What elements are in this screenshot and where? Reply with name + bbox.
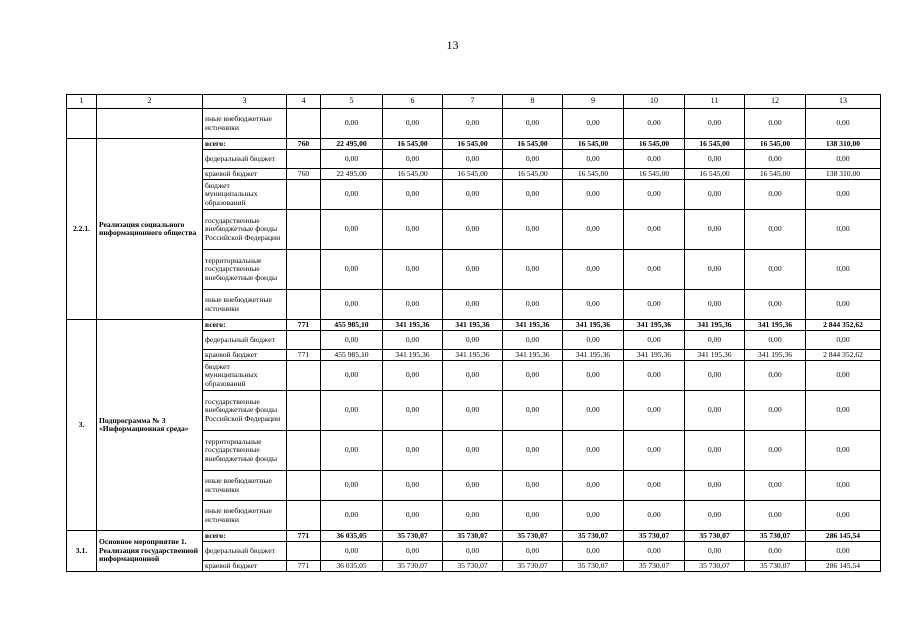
table-row — [67, 320, 881, 331]
value-cell: 22 495,00 — [321, 169, 383, 180]
value-cell: 0,00 — [503, 501, 563, 531]
value-cell: 0,00 — [563, 210, 624, 250]
value-cell: 0,00 — [443, 331, 503, 350]
value-cell: 0,00 — [685, 542, 745, 561]
value-cell: 0,00 — [383, 150, 443, 169]
value-cell: 286 145,54 — [806, 561, 881, 572]
value-cell: 0,00 — [563, 542, 624, 561]
value-cell: 0,00 — [745, 180, 806, 210]
funding-source: краевой бюджет — [203, 169, 287, 180]
value-cell: 0,00 — [563, 471, 624, 501]
funding-source: иные внебюджетные источники — [203, 290, 287, 320]
header-cell: 8 — [503, 95, 563, 109]
value-cell: 0,00 — [503, 180, 563, 210]
value-cell: 0,00 — [563, 290, 624, 320]
value-cell: 35 730,07 — [745, 561, 806, 572]
funding-source: государственные внебюджетные фонды Российской Федерации — [203, 391, 287, 431]
value-cell: 0,00 — [745, 431, 806, 471]
value-cell: 0,00 — [624, 250, 685, 290]
value-cell: 0,00 — [321, 391, 383, 431]
value-cell: 35 730,07 — [563, 561, 624, 572]
funding-source: территориальные государственные внебюджетные фонды — [203, 250, 287, 290]
row-code: 2.2.1. — [67, 139, 97, 320]
value-cell: 0,00 — [624, 180, 685, 210]
value-cell: 0,00 — [443, 109, 503, 139]
funding-source: бюджет муниципальных образований — [203, 180, 287, 210]
value-cell: 0,00 — [685, 501, 745, 531]
value-cell: 0,00 — [383, 180, 443, 210]
table-row — [67, 139, 881, 150]
funding-source: всего: — [203, 139, 287, 150]
value-cell: 35 730,07 — [624, 561, 685, 572]
value-cell: 0,00 — [806, 361, 881, 391]
value-cell: 0,00 — [685, 471, 745, 501]
value-cell: 0,00 — [383, 361, 443, 391]
budget-code — [287, 210, 321, 250]
budget-code — [287, 331, 321, 350]
value-cell: 0,00 — [503, 471, 563, 501]
value-cell: 0,00 — [685, 150, 745, 169]
value-cell: 35 730,07 — [563, 531, 624, 542]
value-cell: 16 545,00 — [745, 169, 806, 180]
budget-code — [287, 542, 321, 561]
value-cell: 341 195,36 — [563, 320, 624, 331]
value-cell: 0,00 — [685, 250, 745, 290]
funding-source: государственные внебюджетные фонды Российской Федерации — [203, 210, 287, 250]
value-cell: 0,00 — [806, 210, 881, 250]
budget-code: 771 — [287, 320, 321, 331]
value-cell: 0,00 — [563, 331, 624, 350]
value-cell: 0,00 — [383, 542, 443, 561]
value-cell: 16 545,00 — [443, 139, 503, 150]
value-cell: 0,00 — [321, 210, 383, 250]
value-cell: 455 985,10 — [321, 350, 383, 361]
value-cell: 0,00 — [503, 109, 563, 139]
value-cell: 0,00 — [443, 180, 503, 210]
funding-source: федеральный бюджет — [203, 331, 287, 350]
value-cell: 341 195,36 — [624, 350, 685, 361]
value-cell: 0,00 — [624, 431, 685, 471]
value-cell: 0,00 — [624, 150, 685, 169]
value-cell: 16 545,00 — [383, 139, 443, 150]
header-cell: 6 — [383, 95, 443, 109]
value-cell: 0,00 — [321, 109, 383, 139]
table-row — [67, 109, 881, 139]
value-cell: 0,00 — [806, 471, 881, 501]
value-cell: 0,00 — [563, 180, 624, 210]
budget-code — [287, 290, 321, 320]
value-cell: 0,00 — [503, 391, 563, 431]
value-cell: 0,00 — [321, 290, 383, 320]
value-cell: 0,00 — [745, 501, 806, 531]
budget-code: 771 — [287, 561, 321, 572]
value-cell: 0,00 — [806, 501, 881, 531]
value-cell: 0,00 — [806, 542, 881, 561]
value-cell: 0,00 — [563, 250, 624, 290]
value-cell: 0,00 — [563, 150, 624, 169]
value-cell: 35 730,07 — [443, 561, 503, 572]
value-cell: 0,00 — [806, 109, 881, 139]
funding-source: всего: — [203, 531, 287, 542]
value-cell: 138 310,00 — [806, 139, 881, 150]
header-cell: 3 — [203, 95, 287, 109]
value-cell: 0,00 — [503, 431, 563, 471]
value-cell: 16 545,00 — [443, 169, 503, 180]
value-cell: 0,00 — [624, 109, 685, 139]
header-cell: 9 — [563, 95, 624, 109]
header-cell: 7 — [443, 95, 503, 109]
value-cell: 0,00 — [321, 150, 383, 169]
value-cell: 341 195,36 — [745, 350, 806, 361]
value-cell: 0,00 — [383, 331, 443, 350]
value-cell: 16 545,00 — [624, 139, 685, 150]
row-name: Реализация социального информационного общества — [97, 139, 203, 320]
value-cell: 0,00 — [685, 109, 745, 139]
value-cell: 341 195,36 — [685, 350, 745, 361]
value-cell: 0,00 — [443, 210, 503, 250]
value-cell: 0,00 — [503, 331, 563, 350]
value-cell: 2 844 352,62 — [806, 320, 881, 331]
value-cell: 0,00 — [685, 180, 745, 210]
budget-code — [287, 250, 321, 290]
header-row — [67, 95, 881, 109]
value-cell: 455 985,10 — [321, 320, 383, 331]
value-cell: 0,00 — [383, 501, 443, 531]
value-cell: 0,00 — [383, 250, 443, 290]
budget-code — [287, 431, 321, 471]
value-cell: 35 730,07 — [624, 531, 685, 542]
header-cell: 2 — [97, 95, 203, 109]
value-cell: 0,00 — [443, 431, 503, 471]
value-cell: 35 730,07 — [443, 531, 503, 542]
value-cell: 16 545,00 — [685, 169, 745, 180]
budget-code — [287, 501, 321, 531]
budget-code: 760 — [287, 139, 321, 150]
value-cell: 341 195,36 — [383, 320, 443, 331]
value-cell: 0,00 — [443, 290, 503, 320]
value-cell: 341 195,36 — [443, 320, 503, 331]
value-cell: 0,00 — [563, 361, 624, 391]
value-cell: 16 545,00 — [685, 139, 745, 150]
value-cell: 0,00 — [321, 501, 383, 531]
value-cell: 0,00 — [503, 361, 563, 391]
budget-code — [287, 391, 321, 431]
funding-source: федеральный бюджет — [203, 542, 287, 561]
value-cell: 0,00 — [563, 391, 624, 431]
value-cell: 16 545,00 — [624, 169, 685, 180]
budget-code — [287, 361, 321, 391]
budget-code — [287, 471, 321, 501]
funding-source: иные внебюджетные источники — [203, 109, 287, 139]
value-cell: 0,00 — [806, 180, 881, 210]
value-cell: 0,00 — [443, 250, 503, 290]
value-cell: 0,00 — [806, 331, 881, 350]
value-cell: 0,00 — [383, 471, 443, 501]
value-cell: 0,00 — [321, 331, 383, 350]
value-cell: 0,00 — [806, 391, 881, 431]
value-cell: 138 310,00 — [806, 169, 881, 180]
value-cell: 16 545,00 — [745, 139, 806, 150]
value-cell: 286 145,54 — [806, 531, 881, 542]
value-cell: 0,00 — [321, 180, 383, 210]
value-cell: 0,00 — [624, 210, 685, 250]
value-cell: 0,00 — [563, 109, 624, 139]
value-cell: 0,00 — [503, 542, 563, 561]
page-number: 13 — [446, 38, 459, 52]
value-cell: 0,00 — [443, 391, 503, 431]
value-cell: 35 730,07 — [503, 561, 563, 572]
budget-code: 771 — [287, 350, 321, 361]
value-cell: 0,00 — [745, 542, 806, 561]
value-cell: 0,00 — [745, 471, 806, 501]
header-cell: 4 — [287, 95, 321, 109]
budget-code — [287, 180, 321, 210]
header-cell: 13 — [806, 95, 881, 109]
value-cell: 0,00 — [806, 290, 881, 320]
value-cell: 0,00 — [503, 290, 563, 320]
value-cell: 0,00 — [321, 361, 383, 391]
header-cell: 11 — [685, 95, 745, 109]
value-cell: 0,00 — [383, 290, 443, 320]
value-cell: 0,00 — [624, 290, 685, 320]
value-cell: 0,00 — [806, 150, 881, 169]
value-cell: 341 195,36 — [503, 320, 563, 331]
value-cell: 0,00 — [745, 109, 806, 139]
value-cell: 16 545,00 — [503, 169, 563, 180]
funding-source: территориальные государственные внебюджетные фонды — [203, 431, 287, 471]
value-cell: 0,00 — [443, 501, 503, 531]
value-cell: 0,00 — [685, 290, 745, 320]
value-cell: 16 545,00 — [383, 169, 443, 180]
value-cell: 36 035,05 — [321, 561, 383, 572]
value-cell: 16 545,00 — [563, 139, 624, 150]
header-cell: 5 — [321, 95, 383, 109]
value-cell: 0,00 — [685, 361, 745, 391]
value-cell: 0,00 — [745, 361, 806, 391]
value-cell: 0,00 — [563, 431, 624, 471]
header-cell: 1 — [67, 95, 97, 109]
header-cell: 12 — [745, 95, 806, 109]
value-cell: 341 195,36 — [443, 350, 503, 361]
row-name: Основное мероприятие 1. Реализация государственной информационной — [97, 531, 203, 572]
value-cell: 0,00 — [745, 331, 806, 350]
value-cell: 0,00 — [503, 210, 563, 250]
value-cell: 0,00 — [624, 361, 685, 391]
funding-source: бюджет муниципальных образований — [203, 361, 287, 391]
value-cell: 16 545,00 — [563, 169, 624, 180]
value-cell: 0,00 — [745, 150, 806, 169]
header-cell: 10 — [624, 95, 685, 109]
value-cell: 0,00 — [383, 210, 443, 250]
value-cell: 0,00 — [806, 431, 881, 471]
row-code: 3. — [67, 320, 97, 531]
value-cell: 36 035,05 — [321, 531, 383, 542]
budget-code — [287, 150, 321, 169]
value-cell: 35 730,07 — [685, 531, 745, 542]
value-cell: 0,00 — [443, 542, 503, 561]
value-cell: 0,00 — [806, 250, 881, 290]
value-cell: 35 730,07 — [745, 531, 806, 542]
budget-code: 760 — [287, 169, 321, 180]
funding-source: иные внебюджетные источники — [203, 501, 287, 531]
value-cell: 0,00 — [745, 290, 806, 320]
funding-source: краевой бюджет — [203, 350, 287, 361]
value-cell: 0,00 — [624, 391, 685, 431]
value-cell: 0,00 — [745, 210, 806, 250]
value-cell: 0,00 — [321, 250, 383, 290]
value-cell: 0,00 — [563, 501, 624, 531]
funding-source: федеральный бюджет — [203, 150, 287, 169]
value-cell: 0,00 — [685, 391, 745, 431]
value-cell: 0,00 — [503, 150, 563, 169]
value-cell: 16 545,00 — [503, 139, 563, 150]
row-code — [67, 109, 97, 139]
value-cell: 0,00 — [443, 471, 503, 501]
value-cell: 35 730,07 — [383, 561, 443, 572]
value-cell: 341 195,36 — [745, 320, 806, 331]
value-cell: 0,00 — [685, 331, 745, 350]
value-cell: 0,00 — [745, 250, 806, 290]
row-name: Подпрограмма № 3 «Информационная среда» — [97, 320, 203, 531]
funding-source: краевой бюджет — [203, 561, 287, 572]
funding-source: иные внебюджетные источники — [203, 471, 287, 501]
value-cell: 22 495,00 — [321, 139, 383, 150]
value-cell: 2 844 352,62 — [806, 350, 881, 361]
value-cell: 0,00 — [624, 501, 685, 531]
value-cell: 0,00 — [383, 431, 443, 471]
value-cell: 0,00 — [624, 471, 685, 501]
value-cell: 341 195,36 — [503, 350, 563, 361]
value-cell: 0,00 — [321, 431, 383, 471]
value-cell: 35 730,07 — [503, 531, 563, 542]
value-cell: 341 195,36 — [685, 320, 745, 331]
budget-table — [66, 94, 881, 572]
row-name — [97, 109, 203, 139]
value-cell: 341 195,36 — [383, 350, 443, 361]
value-cell: 0,00 — [383, 109, 443, 139]
budget-code — [287, 109, 321, 139]
value-cell: 0,00 — [624, 331, 685, 350]
value-cell: 0,00 — [503, 250, 563, 290]
value-cell: 0,00 — [383, 391, 443, 431]
value-cell: 341 195,36 — [624, 320, 685, 331]
value-cell: 0,00 — [745, 391, 806, 431]
table-row — [67, 531, 881, 542]
value-cell: 35 730,07 — [685, 561, 745, 572]
value-cell: 0,00 — [321, 471, 383, 501]
budget-code: 771 — [287, 531, 321, 542]
value-cell: 341 195,36 — [563, 350, 624, 361]
value-cell: 0,00 — [685, 210, 745, 250]
funding-source: всего: — [203, 320, 287, 331]
value-cell: 35 730,07 — [383, 531, 443, 542]
value-cell: 0,00 — [685, 431, 745, 471]
row-code: 3.1. — [67, 531, 97, 572]
value-cell: 0,00 — [443, 361, 503, 391]
value-cell: 0,00 — [624, 542, 685, 561]
value-cell: 0,00 — [443, 150, 503, 169]
value-cell: 0,00 — [321, 542, 383, 561]
